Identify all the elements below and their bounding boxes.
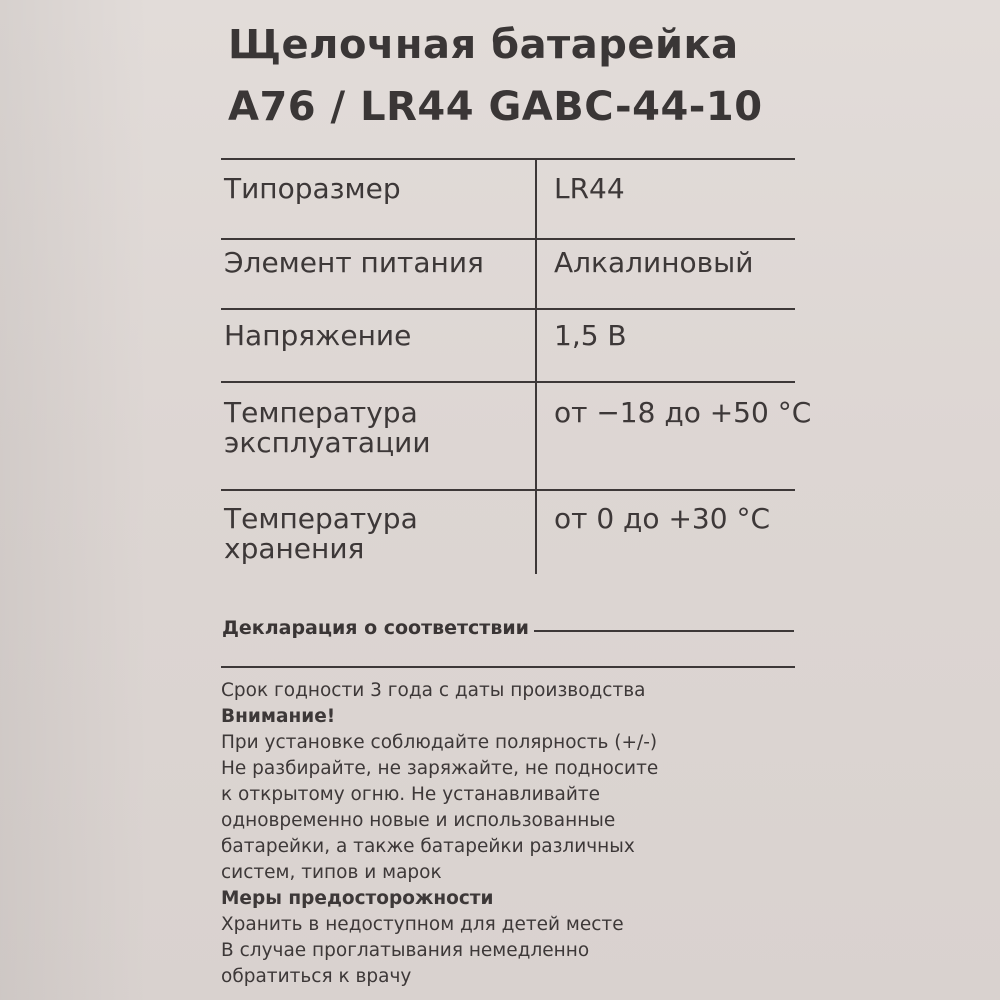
table-rule xyxy=(221,238,795,240)
table-rule xyxy=(221,489,795,491)
warning-line: систем, типов и марок xyxy=(221,862,442,883)
spec-value-cell-type: Алкалиновый xyxy=(554,246,754,279)
precautions-line: обратиться к врачу xyxy=(221,966,412,987)
spec-label-size: Типоразмер xyxy=(224,172,401,205)
declaration-underline xyxy=(221,666,795,668)
shelf-life-text: Срок годности 3 года с даты производства xyxy=(221,680,646,701)
declaration-label: Декларация о соответствии xyxy=(222,617,529,639)
title-line-1: Щелочная батарейка xyxy=(228,22,739,68)
spec-value-operating-temp: от −18 до +50 °C xyxy=(554,396,812,429)
precautions-heading: Меры предосторожности xyxy=(221,888,494,909)
spec-value-storage-temp: от 0 до +30 °C xyxy=(554,502,770,535)
table-column-divider xyxy=(535,158,537,574)
paper-shadow xyxy=(0,0,150,1000)
spec-value-size: LR44 xyxy=(554,172,625,205)
title-line-2: A76 / LR44 GABC-44-10 xyxy=(228,84,763,130)
spec-label-voltage: Напряжение xyxy=(224,319,412,352)
product-title xyxy=(228,14,948,138)
warning-line: При установке соблюдайте полярность (+/-) xyxy=(221,732,658,753)
warning-heading: Внимание! xyxy=(221,706,336,727)
spec-label-operating-temp-2: эксплуатации xyxy=(224,426,431,459)
table-rule xyxy=(221,308,795,310)
warning-line: к открытому огню. Не устанавливайте xyxy=(221,784,601,805)
notes-block xyxy=(221,678,821,990)
spec-label-operating-temp: Температура xyxy=(224,396,418,429)
spec-value-voltage: 1,5 В xyxy=(554,319,627,352)
table-rule xyxy=(221,158,795,160)
declaration-fill-line xyxy=(534,630,794,632)
declaration-row xyxy=(222,614,794,644)
warning-line: одновременно новые и использованные xyxy=(221,810,616,831)
precautions-line: В случае проглатывания немедленно xyxy=(221,940,590,961)
spec-label-storage-temp-2: хранения xyxy=(224,532,365,565)
table-rule xyxy=(221,381,795,383)
warning-line: батарейки, а также батарейки различных xyxy=(221,836,635,857)
precautions-line: Хранить в недоступном для детей месте xyxy=(221,914,624,935)
spec-label-storage-temp: Температура xyxy=(224,502,418,535)
warning-line: Не разбирайте, не заряжайте, не подносите xyxy=(221,758,659,779)
spec-label-cell-type: Элемент питания xyxy=(224,246,484,279)
